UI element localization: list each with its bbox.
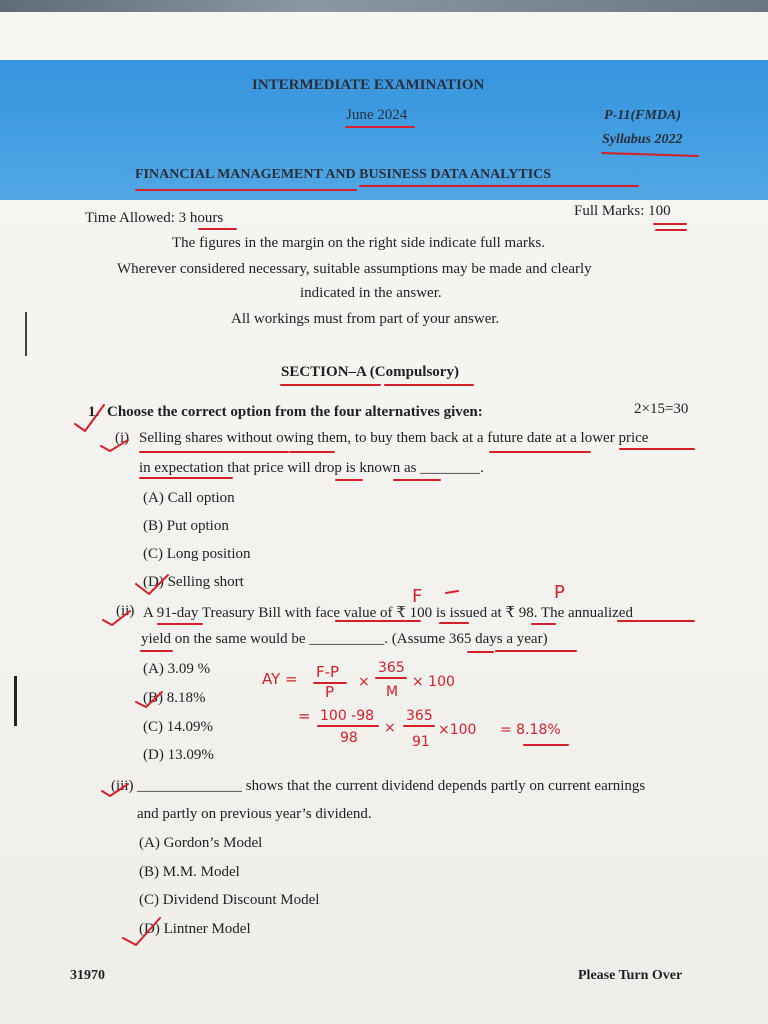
exam-session: June 2024 (346, 107, 408, 123)
subquestion-text-line: ______________ shows that the current dividend depends partly on current earnings (137, 778, 646, 794)
option-c: (C) 14.09% (143, 719, 213, 735)
paper-code: P-11(FMDA) (604, 108, 681, 123)
formula-numerator: 100 -98 (320, 708, 375, 724)
instruction-line: All workings must from part of your answer. (231, 311, 500, 327)
formula-equals: = (298, 707, 311, 725)
section-title: SECTION–A (Compulsory) (281, 364, 459, 380)
formula-denominator: 91 (412, 734, 430, 750)
instruction-line: Wherever considered necessary, suitable assumptions may be made and clearly (117, 261, 592, 277)
option-d: (D) Selling short (143, 574, 244, 590)
instruction-line: The figures in the margin on the right side indicate full marks. (172, 235, 545, 251)
exam-title: INTERMEDIATE EXAMINATION (252, 77, 485, 93)
formula-numerator: 365 (378, 660, 405, 676)
svg-text:×: × (384, 720, 396, 736)
margin-pen-mark (25, 312, 27, 356)
page-code: 31970 (70, 968, 105, 983)
formula-numerator: 365 (406, 708, 433, 724)
option-d: (D) 13.09% (143, 747, 214, 763)
formula-times-100: × 100 (412, 674, 455, 690)
please-turn-over: Please Turn Over (578, 968, 683, 983)
handwritten-f-label: F (412, 586, 423, 607)
option-a: (A) Gordon’s Model (139, 835, 263, 851)
subquestion-text-line: Selling shares without owing them, to buy them back at a future date at a lower price (139, 430, 649, 446)
formula-numerator: F-P (316, 663, 340, 681)
formula-times-100: ×100 (438, 722, 477, 738)
question-instruction: Choose the correct option from the four alternatives given: (107, 404, 483, 420)
full-marks: Full Marks: 100 (574, 203, 671, 219)
option-b: (B) Put option (143, 518, 229, 534)
instruction-line: indicated in the answer. (300, 285, 442, 301)
question-marks: 2×15=30 (634, 401, 689, 417)
subquestion-number: (iii) (111, 778, 134, 794)
margin-pen-mark (14, 676, 17, 726)
option-b: (B) M.M. Model (139, 864, 240, 880)
option-c: (C) Dividend Discount Model (139, 892, 320, 908)
subquestion-number: (ii) (116, 603, 135, 619)
question-number: 1. (88, 404, 100, 420)
option-a: (A) 3.09 % (143, 661, 211, 677)
option-b: (B) 8.18% (143, 690, 206, 706)
option-d: (D) Lintner Model (139, 921, 251, 937)
formula-ay: AY = (262, 670, 298, 688)
time-allowed: Time Allowed: 3 hours (85, 210, 224, 226)
option-a: (A) Call option (143, 490, 235, 506)
option-c: (C) Long position (143, 546, 251, 562)
syllabus-year: Syllabus 2022 (602, 132, 683, 147)
subquestion-text-line: in expectation that price will drop is known as ________. (139, 460, 484, 476)
handwritten-p-label: P (554, 582, 565, 603)
subject-title: FINANCIAL MANAGEMENT AND BUSINESS DATA ANALYTICS (135, 167, 552, 182)
subquestion-text-line: A 91-day Treasury Bill with face value of ₹ 100 is issued at ₹ 98. The annualized (143, 605, 633, 621)
svg-text:×: × (358, 674, 370, 690)
subquestion-text-line: and partly on previous year’s dividend. (137, 806, 372, 822)
formula-denominator: 98 (340, 730, 358, 746)
formula-denominator: P (325, 683, 335, 701)
subquestion-number: (i) (115, 430, 130, 446)
formula-result: = 8.18% (500, 722, 561, 738)
formula-denominator: M (386, 684, 399, 700)
subquestion-text-line: yield on the same would be __________. (Assume 365 days a year) (141, 631, 548, 647)
